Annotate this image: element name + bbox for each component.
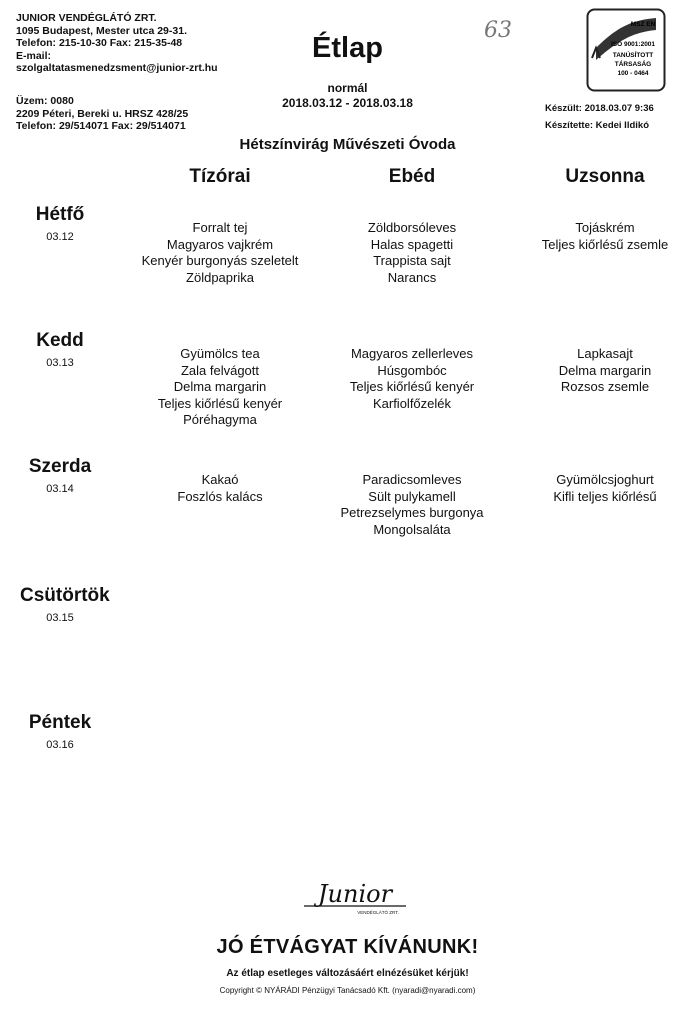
menu-cell-ebed xyxy=(302,472,522,538)
day-label xyxy=(20,204,100,243)
menu-item: Foszlós kalács xyxy=(177,488,263,504)
menu-item: Teljes kiőrlésű kenyér xyxy=(349,379,475,394)
plant-phone: Telefon: 29/514071 Fax: 29/514071 xyxy=(16,120,186,132)
menu-cell-uzsonna xyxy=(495,472,695,505)
menu-item: Teljes kiőrlésű kenyér xyxy=(157,395,283,411)
menu-item: Magyaros vajkrém xyxy=(166,236,274,252)
day-date: 03.16 xyxy=(46,739,74,751)
column-header-ebed: Ebéd xyxy=(388,166,436,187)
menu-type: normál xyxy=(327,81,368,95)
menu-item: Gyümölcs tea xyxy=(180,346,260,361)
day-name: Kedd xyxy=(36,330,84,351)
company-email: szolgaltatasmenedzsment@junior-zrt.hu xyxy=(16,62,218,74)
menu-item: Teljes kiőrlésű zsemle xyxy=(541,236,669,252)
day-date: 03.14 xyxy=(46,483,74,495)
menu-item: Lapkasajt xyxy=(577,346,633,361)
day-name: Csütörtök xyxy=(20,585,110,606)
menu-item: Kenyér burgonyás szeletelt xyxy=(141,253,299,268)
footer-greeting: JÓ ÉTVÁGYAT KÍVÁNUNK! xyxy=(216,936,479,958)
created-author: Készítette: Kedei Ildikó xyxy=(545,120,649,131)
menu-item: Kakaó xyxy=(201,472,239,487)
handwritten-note: 63 xyxy=(484,18,512,43)
menu-item: Sült pulykamell xyxy=(368,488,456,504)
school-name: Hétszínvirág Művészeti Óvoda xyxy=(239,136,456,153)
menu-item: Tojáskrém xyxy=(575,220,635,235)
company-email-label: E-mail: xyxy=(16,49,52,62)
cert-line-1: MSZ EN xyxy=(630,21,656,28)
cert-line-2: ISO 9001:2001 xyxy=(610,41,656,48)
cert-line-3: TANÚSÍTOTT xyxy=(612,52,654,59)
menu-item: Karfiolfőzelék xyxy=(372,395,452,411)
menu-item: Rozsos zsemle xyxy=(560,379,650,394)
menu-cell-uzsonna xyxy=(495,346,695,396)
certification-stamp xyxy=(586,8,666,92)
menu-item: Magyaros zellerleves xyxy=(350,346,474,361)
menu-cell-ebed xyxy=(302,220,522,286)
menu-item: Kifli teljes kiőrlésű xyxy=(553,488,657,504)
menu-item: Zala felvágott xyxy=(180,362,260,378)
day-name: Hétfő xyxy=(35,204,85,225)
menu-item: Mongolsaláta xyxy=(373,521,451,537)
day-name: Péntek xyxy=(28,712,92,733)
menu-item: Zöldpaprika xyxy=(186,269,254,285)
menu-item: Póréhagyma xyxy=(183,412,257,427)
menu-cell-ebed xyxy=(302,346,522,412)
footer-copyright: Copyright © NYÁRÁDI Pénzügyi Tanácsadó Kft. (nyaradi@nyaradi.com) xyxy=(219,986,476,995)
cert-line-4: TÁRSASÁG xyxy=(614,61,652,68)
certification-stamp-icon xyxy=(586,8,666,92)
day-date: 03.13 xyxy=(46,357,74,369)
company-phone: Telefon: 215-10-30 Fax: 215-35-48 xyxy=(16,37,183,49)
page-title: Étlap xyxy=(312,32,383,64)
junior-logo-icon xyxy=(300,878,410,918)
column-header-uzsonna: Uzsonna xyxy=(565,166,645,187)
day-label xyxy=(20,456,100,495)
logo-text: Junior xyxy=(317,880,393,908)
menu-cell-tizorai xyxy=(110,346,330,429)
junior-logo xyxy=(300,878,410,918)
menu-item: Húsgombóc xyxy=(377,362,447,378)
menu-item: Narancs xyxy=(387,269,437,285)
day-date: 03.12 xyxy=(46,231,74,243)
created-info xyxy=(545,100,654,134)
day-date: 03.15 xyxy=(46,612,74,624)
menu-cell-uzsonna xyxy=(495,220,695,253)
menu-item: Gyümölcsjoghurt xyxy=(556,472,654,487)
day-label xyxy=(20,330,100,369)
menu-item: Halas spagetti xyxy=(370,236,454,252)
menu-item: Petrezselymes burgonya xyxy=(340,505,484,520)
menu-period: 2018.03.12 - 2018.03.18 xyxy=(282,96,413,110)
company-name: JUNIOR VENDÉGLÁTÓ ZRT. xyxy=(16,12,157,24)
logo-subtext: VENDÉGLÁTÓ ZRT. xyxy=(357,910,399,915)
menu-item: Forralt tej xyxy=(192,220,248,235)
menu-item: Trappista sajt xyxy=(373,253,451,268)
company-address: 1095 Budapest, Mester utca 29-31. xyxy=(16,24,187,37)
menu-item: Zöldborsóleves xyxy=(367,220,457,235)
menu-item: Paradicsomleves xyxy=(362,472,462,487)
plant-address: 2209 Péteri, Bereki u. HRSZ 428/25 xyxy=(16,107,189,120)
created-date: Készült: 2018.03.07 9:36 xyxy=(545,103,654,114)
menu-cell-tizorai xyxy=(110,472,330,505)
cert-line-5: 100 - 0464 xyxy=(617,70,649,77)
day-label xyxy=(20,585,110,624)
plant-id: Üzem: 0080 xyxy=(16,95,74,107)
footer-note: Az étlap esetleges változásáért elnézésüket kérjük! xyxy=(226,968,469,979)
day-label xyxy=(20,712,100,751)
day-name: Szerda xyxy=(28,456,92,477)
menu-item: Delma margarin xyxy=(173,379,267,394)
menu-cell-tizorai xyxy=(110,220,330,286)
column-header-tizorai: Tízórai xyxy=(189,166,251,187)
menu-item: Delma margarin xyxy=(558,362,652,378)
